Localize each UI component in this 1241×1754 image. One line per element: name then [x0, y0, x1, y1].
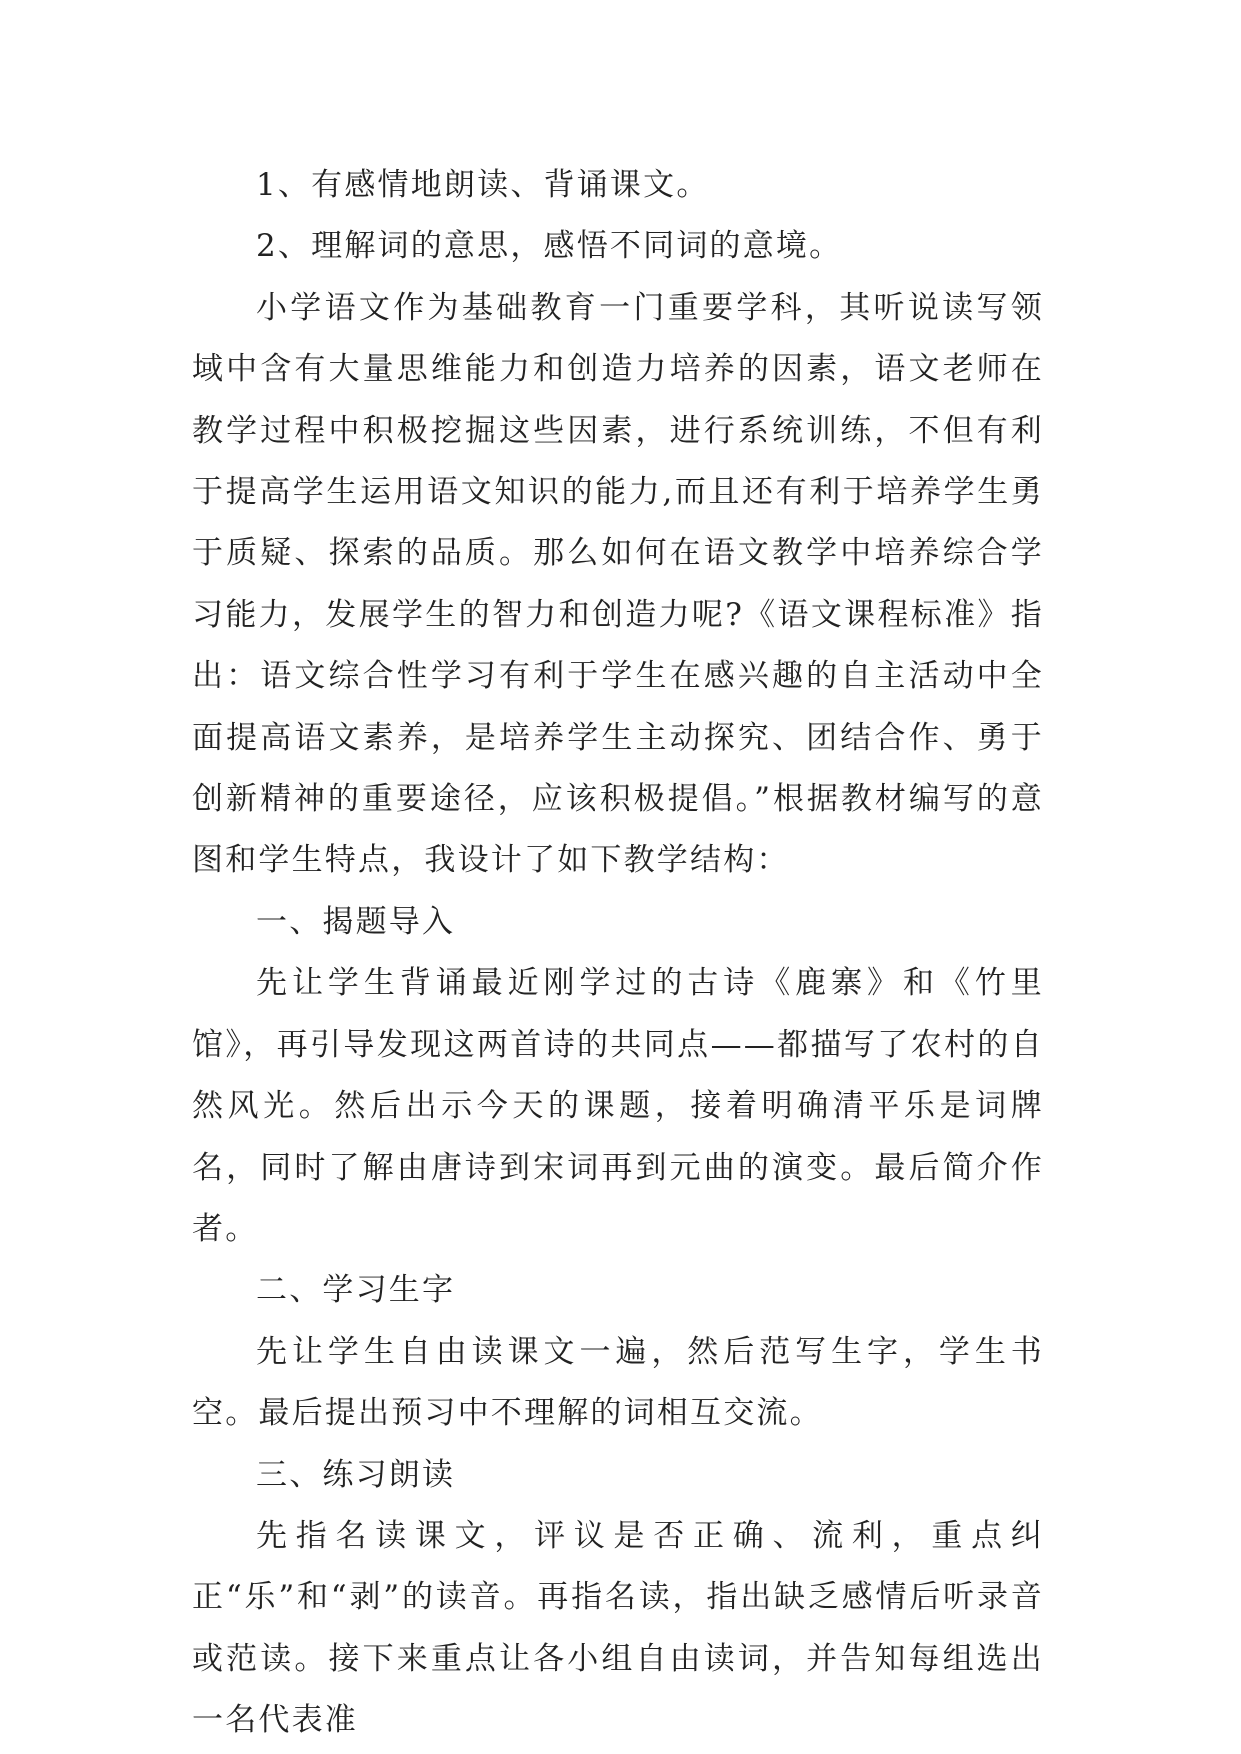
paragraph-section-2: 先让学生自由读课文一遍，然后范写生字，学生书空。最后提出预习中不理解的词相互交流。	[192, 1333, 1044, 1432]
section-heading-1: 一、揭题导入	[256, 903, 456, 940]
paragraph-section-1: 先让学生背诵最近刚学过的古诗《鹿寨》和《竹里馆》，再引导发现这两首诗的共同点——都描写了农村的自然风光。然后出示今天的课题，接着明确清平乐是词牌名，同时了解由唐诗到宋词再到元曲的演变。最后简介作者。	[192, 965, 1044, 1247]
document-body	[192, 155, 1044, 1752]
paragraph-goal-1: 1、有感情地朗读、背诵课文。	[256, 167, 710, 203]
paragraph-section-3: 先指名读课文，评议是否正确、流利，重点纠正“乐”和“剥”的读音。再指名读，指出缺乏感情后听录音或范读。接下来重点让各小组自由读词，并告知每组选出一名代表准	[192, 1517, 1044, 1739]
section-heading-3: 三、练习朗读	[256, 1456, 456, 1493]
section-heading-2: 二、学习生字	[256, 1272, 456, 1309]
paragraph-goal-2: 2、理解词的意思，感悟不同词的意境。	[256, 228, 843, 265]
paragraph-intro: 小学语文作为基础教育一门重要学科，其听说读写领域中含有大量思维能力和创造力培养的因素，语文老师在教学过程中积极挖掘这些因素，进行系统训练，不但有利于提高学生运用语文知识的能力,而且还有利于培养学生勇于质疑、探索的品质。那么如何在语文教学中培养综合学习能力，发展学生的智力和创造力呢?《语文课程标准》指出：语文综合性学习有利于学生在感兴趣的自主活动中全面提高语文素养，是培养学生主动探究、团结合作、勇于创新精神的重要途径，应该积极提倡。”根据教材编写的意图和学生特点，我设计了如下教学结构：	[192, 289, 1044, 879]
